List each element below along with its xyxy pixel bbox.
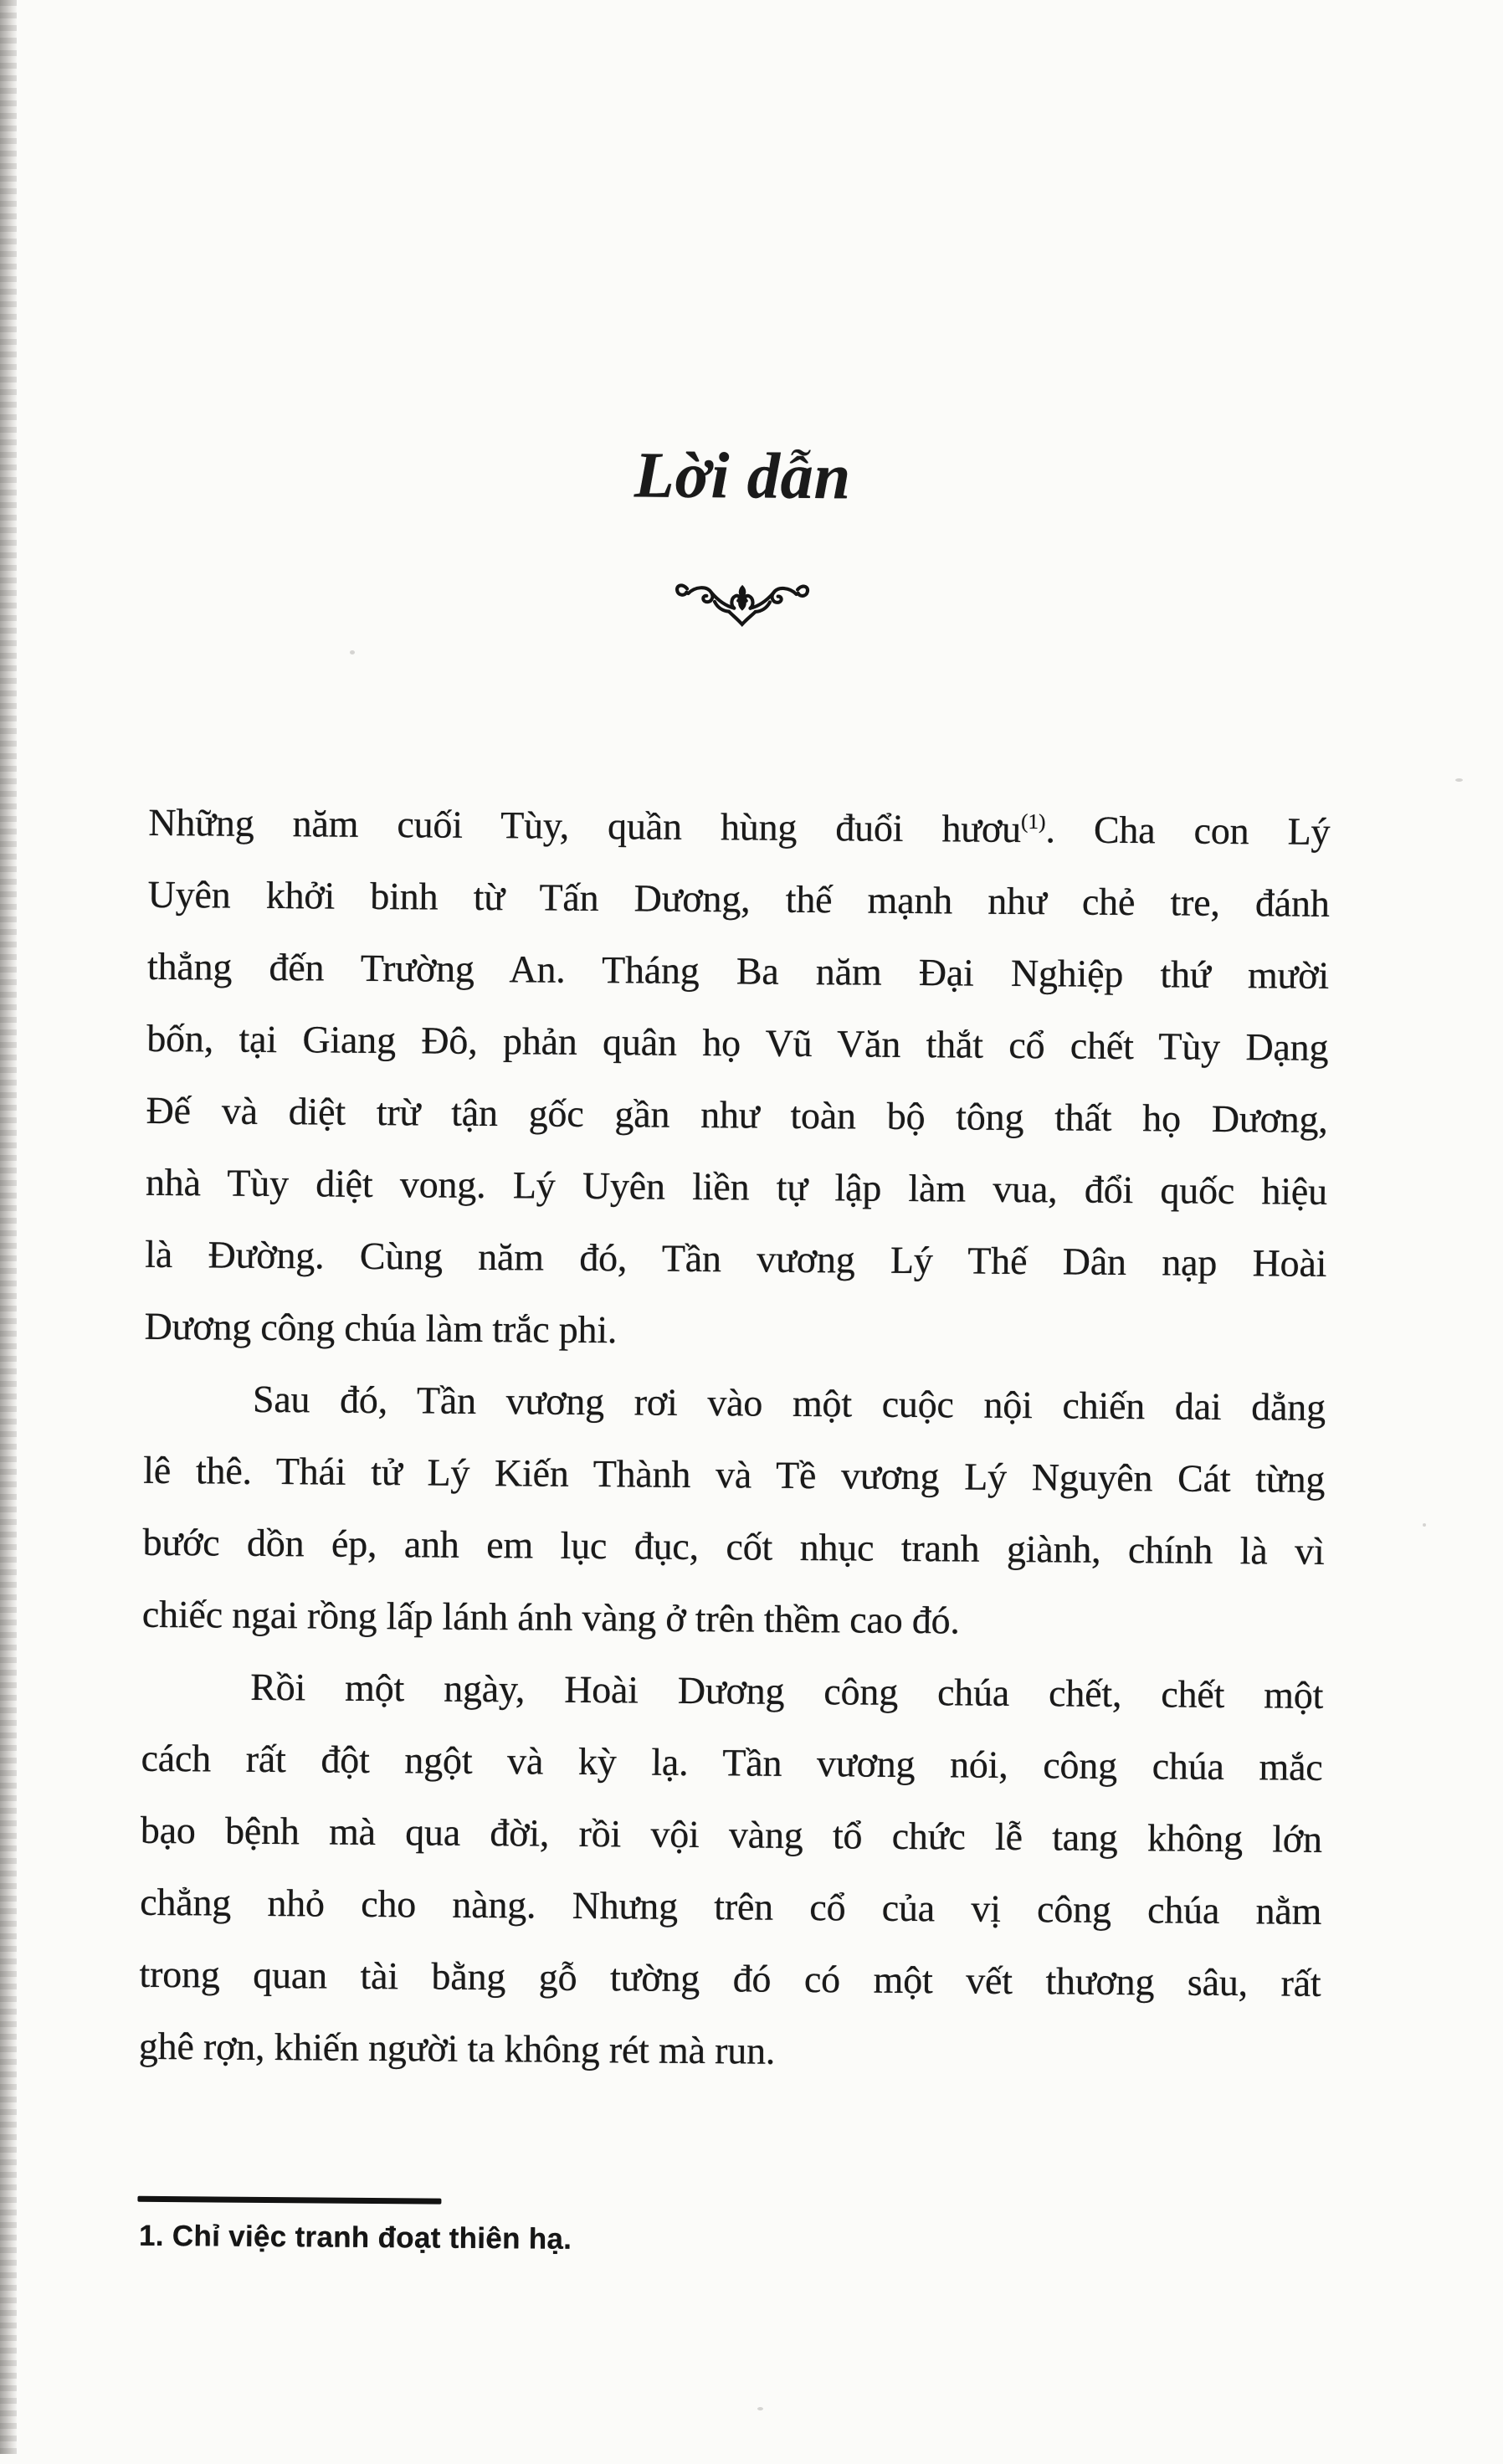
text-line: Uyên khởi binh từ Tấn Dương, thế mạnh như chẻ tre, đánh — [147, 872, 1330, 925]
text-line: là Đường. Cùng năm đó, Tần vương Lý Thế Dân nạp Hoài — [145, 1232, 1327, 1285]
text-line: Rồi một ngày, Hoài Dương công chúa chết, chết một — [250, 1665, 1324, 1717]
footnote-divider — [137, 2196, 441, 2205]
fleuron-divider-icon — [673, 570, 812, 629]
line-segment: Những năm cuối Tùy, quần hùng đuổi hươu — [148, 800, 1022, 851]
body-text — [139, 787, 1331, 2092]
text-line: cách rất đột ngột và kỳ lạ. Tần vương nói, công chúa mắc — [141, 1736, 1323, 1789]
text-line: bước dồn ép, anh em lục đục, cốt nhục tranh giành, chính là vì — [142, 1520, 1325, 1573]
text-line: Sau đó, Tần vương rơi vào một cuộc nội chiến dai dẳng — [252, 1377, 1326, 1429]
text-line: lê thê. Thái tử Lý Kiến Thành và Tề vương Lý Nguyên Cát từng — [143, 1448, 1326, 1501]
line-segment: . Cha con Lý — [1045, 808, 1331, 853]
text-line: chiếc ngai rồng lấp lánh ánh vàng ở trên thềm cao đó. — [141, 1592, 960, 1642]
page-title: Lời dẫn — [634, 438, 852, 513]
text-line: Đế và diệt trừ tận gốc gần như toàn bộ tông thất họ Dương, — [146, 1088, 1328, 1141]
text-line: thẳng đến Trường An. Tháng Ba năm Đại Nghiệp thứ mười — [146, 944, 1330, 997]
text-line: bạo bệnh mà qua đời, rồi vội vàng tổ chức lễ tang không lớn — [140, 1808, 1323, 1861]
text-line: chẳng nhỏ cho nàng. Nhưng trên cổ của vị công chúa nằm — [140, 1880, 1322, 1933]
text-line: bốn, tại Giang Đô, phản quân họ Vũ Văn thắt cổ chết Tùy Dạng — [146, 1016, 1329, 1069]
text-line: ghê rợn, khiến người ta không rét mà run. — [138, 2024, 776, 2072]
footnote-marker: (1) — [1020, 809, 1046, 834]
footnote-text: 1. Chỉ việc tranh đoạt thiên hạ. — [138, 2219, 572, 2256]
text-line — [148, 787, 1331, 868]
text-line: Dương công chúa làm trắc phi. — [144, 1304, 618, 1352]
text-line: trong quan tài bằng gỗ tường đó có một vết thương sâu, rất — [139, 1952, 1321, 2005]
text-line: nhà Tùy diệt vong. Lý Uyên liền tự lập làm vua, đổi quốc hiệu — [145, 1160, 1328, 1213]
